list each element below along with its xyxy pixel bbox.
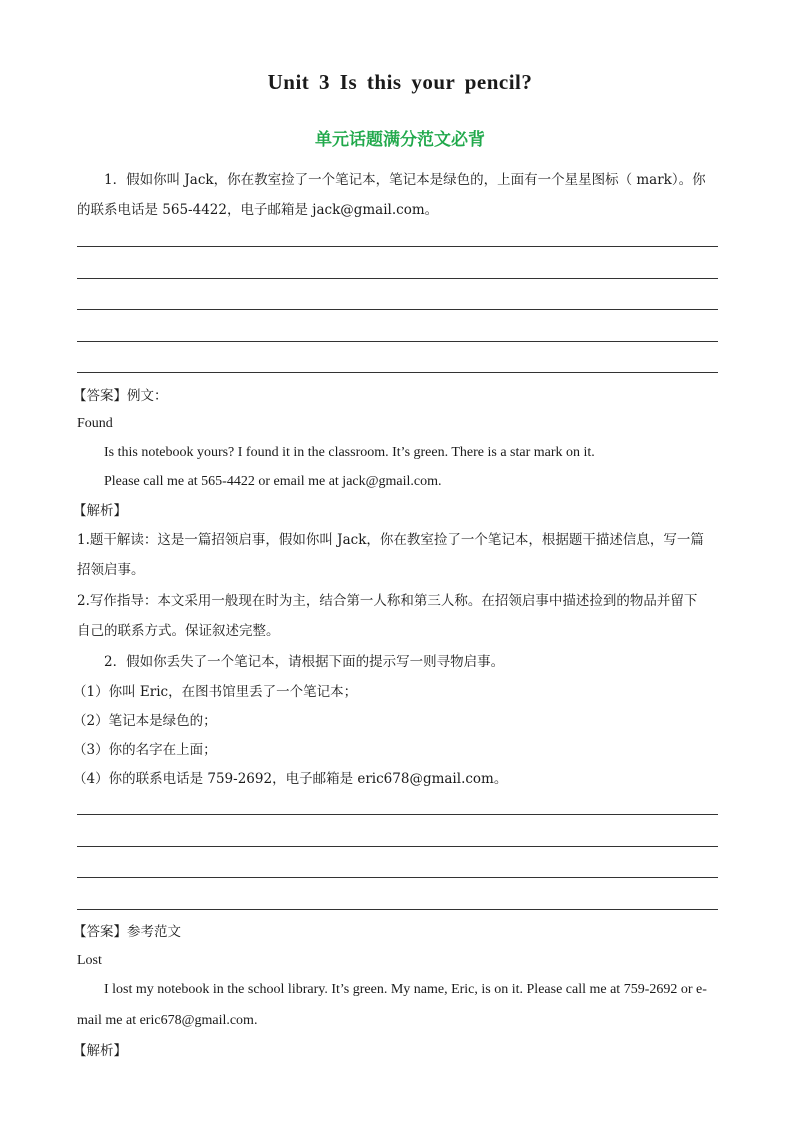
q1-prompt-line1: 1．假如你叫 Jack，你在教室捡了一个笔记本，笔记本是绿色的，上面有一个星星图标（ mark）。你 <box>104 172 706 188</box>
q1-analysis2-line1: 2.写作指导：本文采用一般现在时为主，结合第一人称和第三人称。在招领启事中描述捡到的物品并留下 <box>77 593 698 609</box>
q2-essay-line1: I lost my notebook in the school library. It’s green. My name, Eric, is on it. Please call me at 759-2692 or e- <box>104 982 707 997</box>
q1-essay-title: Found <box>77 416 113 431</box>
q2-hint-1: （1）你叫 Eric，在图书馆里丢了一个笔记本； <box>73 684 358 700</box>
answer-blank-line <box>77 246 718 247</box>
q1-essay-line1: Is this notebook yours? I found it in the classroom. It’s green. There is a star mark on it. <box>104 445 595 460</box>
q2-analysis-label: 【解析】 <box>73 1043 127 1059</box>
answer-blank-line <box>77 909 718 910</box>
q1-prompt-line2: 的联系电话是 565-4422，电子邮箱是 jack@gmail.com。 <box>77 202 439 218</box>
q1-analysis-label: 【解析】 <box>73 503 127 519</box>
page-title: Unit 3 Is this your pencil? <box>267 70 533 94</box>
q1-answer-label: 【答案】例文： <box>73 388 168 404</box>
q2-prompt: 2．假如你丢失了一个笔记本，请根据下面的提示写一则寻物启事。 <box>104 654 505 670</box>
q2-hint-2: （2）笔记本是绿色的； <box>73 713 217 729</box>
answer-blank-line <box>77 846 718 847</box>
page-subtitle: 单元话题满分范文必背 <box>315 130 485 150</box>
answer-blank-line <box>77 341 718 342</box>
q2-hint-4: （4）你的联系电话是 759-2692，电子邮箱是 eric678@gmail.com。 <box>73 771 508 787</box>
q1-analysis2-line2: 自己的联系方式。保证叙述完整。 <box>77 623 280 639</box>
q2-essay-title: Lost <box>77 953 102 968</box>
q1-essay-line2: Please call me at 565-4422 or email me at jack@gmail.com. <box>104 474 442 489</box>
q2-hint-3: （3）你的名字在上面； <box>73 742 217 758</box>
q1-analysis1-line1: 1.题干解读：这是一篇招领启事，假如你叫 Jack，你在教室捡了一个笔记本，根据题干描述信息，写一篇 <box>77 532 704 548</box>
answer-blank-line <box>77 814 718 815</box>
q2-answer-label: 【答案】参考范文 <box>73 924 181 940</box>
answer-blank-line <box>77 278 718 279</box>
q2-essay-line2: mail me at eric678@gmail.com. <box>77 1013 258 1028</box>
answer-blank-line <box>77 372 718 373</box>
answer-blank-line <box>77 309 718 310</box>
q1-analysis1-line2: 招领启事。 <box>77 562 145 578</box>
answer-blank-line <box>77 877 718 878</box>
